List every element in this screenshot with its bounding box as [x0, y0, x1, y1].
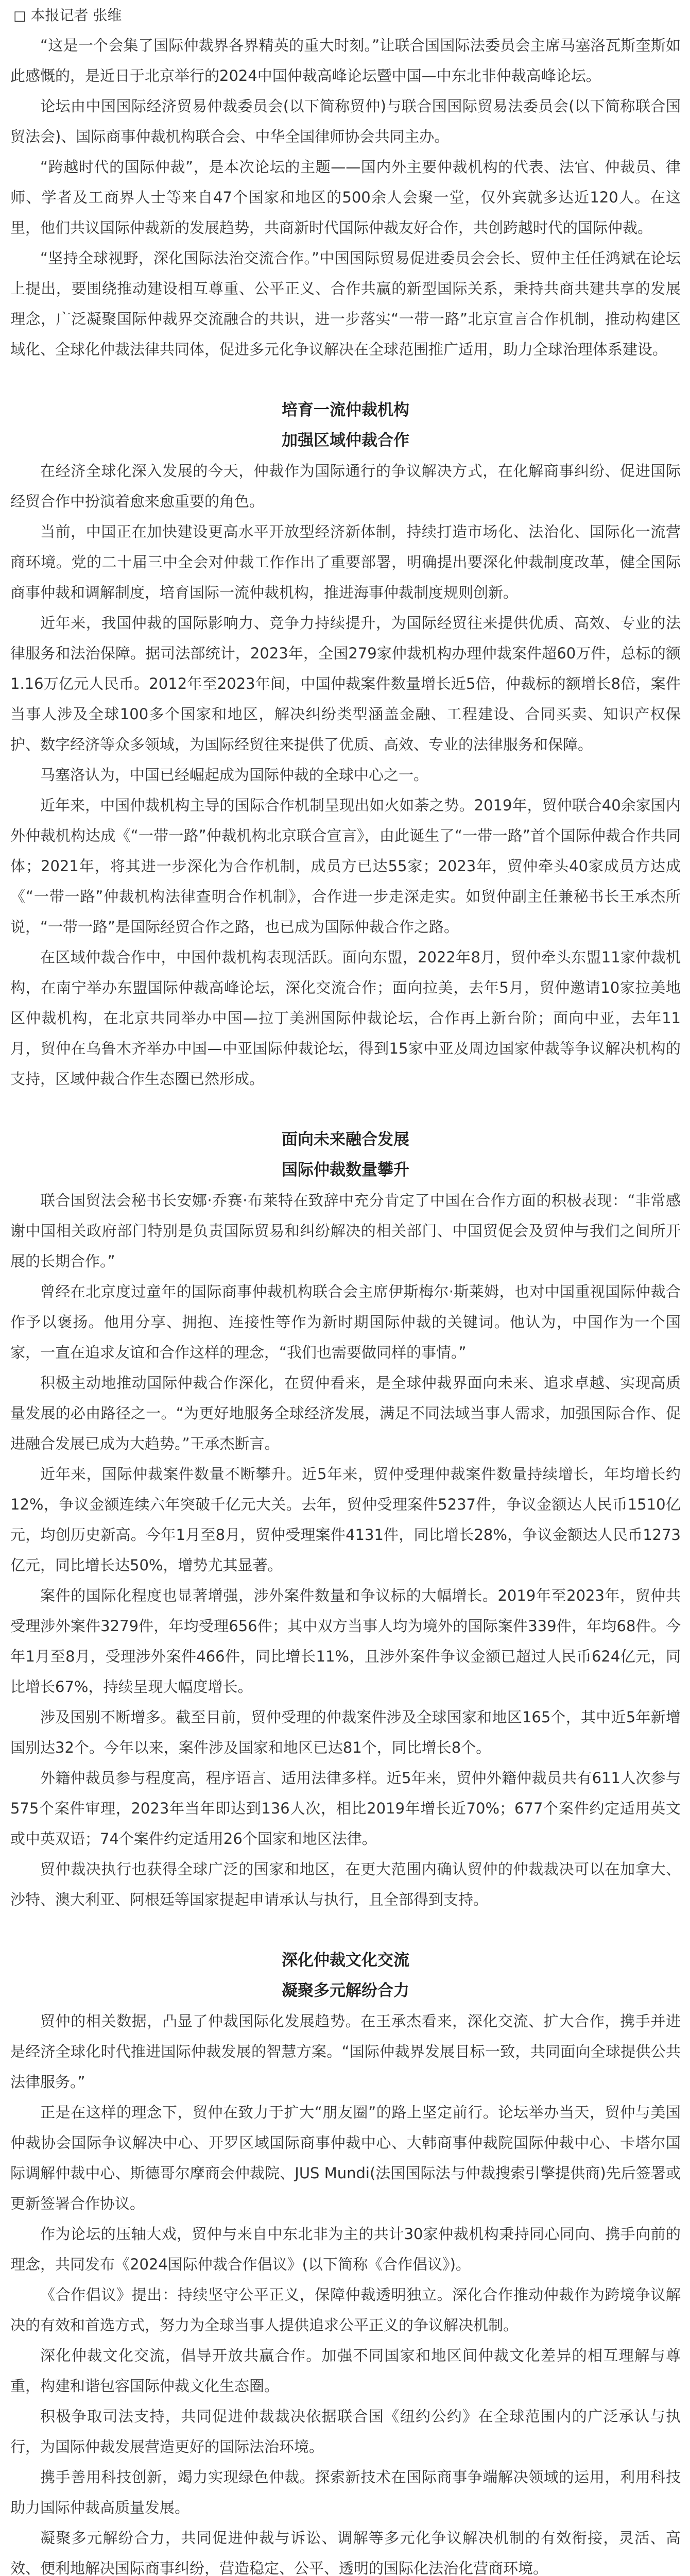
section-gap [10, 1094, 681, 1125]
paragraph: 凝聚多元解纷合力，共同促进仲裁与诉讼、调解等多元化争议解决机制的有效衔接，灵活、高效、便利地解决国际商事纠纷，营造稳定、公平、透明的国际化法治化营商环境。 [10, 2529, 681, 2576]
paragraph: 在区域仲裁合作中，中国仲裁机构表现活跃。面向东盟，2022年8月，贸仲牵头东盟11家仲裁机构，在南宁举办东盟国际仲裁高峰论坛，深化交流合作；面向拉美，去年5月，贸仲邀请10家拉美地区仲裁机构，在北京共同举办中国—拉丁美洲国际仲裁论坛，合作再上新台阶；面向中亚，去年11月，贸仲在乌鲁木齐举办中国—中亚国际仲裁论坛，得到15家中亚及周边国家仲裁等争议解决机构的支持，区域仲裁合作生态圈已然形成。 [10, 948, 681, 1088]
section-heading: 面向未来融合发展 [282, 1130, 409, 1149]
paragraph: 近年来，国际仲裁案件数量不断攀升。近5年来，贸仲受理仲裁案件数量持续增长，年均增长约12%，争议金额连续六年突破千亿元大关。去年，贸仲受理案件5237件，争议金额达人民币1510亿元，均创历史新高。今年1月至8月，贸仲受理案件4131件，同比增长28%，争议金额达人民币1273亿元，同比增长达50%，增势尤其显著。 [10, 1465, 681, 1574]
article-body [10, 30, 681, 2576]
paragraph: 在经济全球化深入发展的今天，仲裁作为国际通行的争议解决方式，在化解商事纠纷、促进国际经贸合作中扮演着愈来愈重要的角色。 [10, 462, 681, 510]
section-gap [10, 1915, 681, 1945]
paragraph: “跨越时代的国际仲裁”，是本次论坛的主题——国内外主要仲裁机构的代表、法官、仲裁员、律师、学者及工商界人士等来自47个国家和地区的500余人会聚一堂，仅外宾就多达近120人。在这里，他们共议国际仲裁新的发展趋势，共商新时代国际仲裁友好合作，共创跨越时代的国际仲裁。 [10, 158, 681, 236]
paragraph: 当前，中国正在加快建设更高水平开放型经济新体制，持续打造市场化、法治化、国际化一流营商环境。党的二十届三中全会对仲裁工作作出了重要部署，明确提出要深化仲裁制度改革，健全国际商事仲裁和调解制度，培育国际一流仲裁机构，推进海事仲裁制度规则创新。 [10, 523, 681, 601]
section-heading: 国际仲裁数量攀升 [282, 1161, 409, 1179]
byline [10, 0, 681, 30]
section-heading: 凝聚多元解纷合力 [282, 1981, 409, 2000]
paragraph: 涉及国别不断增多。截至目前，贸仲受理的仲裁案件涉及全球国家和地区165个，其中近5年新增国别达32个。今年以来，案件涉及国家和地区已达81个，同比增长8个。 [10, 1708, 681, 1756]
paragraph: 正是在这样的理念下，贸仲在致力于扩大“朋友圈”的路上坚定前行。论坛举办当天，贸仲与美国仲裁协会国际争议解决中心、开罗区域国际商事仲裁中心、大韩商事仲裁院国际仲裁中心、卡塔尔国际调解仲裁中心、斯德哥尔摩商会仲裁院、JUS Mundi(法国国际法与仲裁搜索引擎提供商)先后签署或更新签署合作协议。 [10, 2104, 681, 2212]
byline-text: 本报记者 张维 [30, 7, 122, 24]
section-heading: 培育一流仲裁机构 [282, 401, 409, 419]
paragraph: 深化仲裁文化交流，倡导开放共赢合作。加强不同国家和地区间仲裁文化差异的相互理解与尊重，构建和谐包容国际仲裁文化生态圈。 [10, 2347, 681, 2395]
paragraph: 近年来，中国仲裁机构主导的国际合作机制呈现出如火如荼之势。2019年，贸仲联合40余家国内外仲裁机构达成《“一带一路”仲裁机构北京联合宣言》，由此诞生了“一带一路”首个国际仲裁合作共同体；2021年，将其进一步深化为合作机制，成员方已达55家；2023年，贸仲牵头40家成员方达成《“一带一路”仲裁机构法律查明合作机制》，合作进一步走深走实。如贸仲副主任兼秘书长王承杰所说，“一带一路”是国际经贸合作之路，也已成为国际仲裁合作之路。 [10, 796, 681, 936]
paragraph: 案件的国际化程度也显著增强，涉外案件数量和争议标的大幅增长。2019年至2023年，贸仲共受理涉外案件3279件，年均受理656件；其中双方当事人均为境外的国际案件339件，年均68件。今年1月至8月，受理涉外案件466件，同比增长11%，且涉外案件争议金额已超过人民币624亿元，同比增长67%，持续呈现大幅度增长。 [10, 1587, 681, 1696]
paragraph: 《合作倡议》提出：持续坚守公平正义，保障仲裁透明独立。深化合作推动仲裁作为跨境争议解决的有效和首选方式，努力为全球当事人提供追求公平正义的争议解决机制。 [10, 2286, 681, 2334]
paragraph: 携手善用科技创新，竭力实现绿色仲裁。探索新技术在国际商事争端解决领域的运用，利用科技助力国际仲裁高质量发展。 [10, 2468, 681, 2516]
paragraph: 联合国贸法会秘书长安娜·乔赛·布莱特在致辞中充分肯定了中国在合作方面的积极表现：“非常感谢中国相关政府部门特别是负责国际贸易和纠纷解决的相关部门、中国贸促会及贸仲与我们之间所开展的长期合作。” [10, 1192, 681, 1270]
paragraph: 贸仲裁决执行也获得全球广泛的国家和地区，在更大范围内确认贸仲的仲裁裁决可以在加拿大、沙特、澳大利亚、阿根廷等国家提起申请承认与执行，且全部得到支持。 [10, 1860, 681, 1908]
section-gap [10, 365, 681, 395]
section-heading: 深化仲裁文化交流 [282, 1951, 409, 1970]
paragraph: 作为论坛的压轴大戏，贸仲与来自中东北非为主的共计30家仲裁机构秉持同心同向、携手向前的理念，共同发布《2024国际仲裁合作倡议》(以下简称《合作倡议》)。 [10, 2225, 681, 2273]
paragraph: 外籍仲裁员参与程度高，程序语言、适用法律多样。近5年来，贸仲外籍仲裁员共有611人次参与575个案件审理，2023年当年即达到136人次，相比2019年增长近70%；677个案件约定适用英文或中英双语；74个案件约定适用26个国家和地区法律。 [10, 1769, 681, 1848]
paragraph: 马塞洛认为，中国已经崛起成为国际仲裁的全球中心之一。 [40, 766, 429, 784]
paragraph: 贸仲的相关数据，凸显了仲裁国际化发展趋势。在王承杰看来，深化交流、扩大合作，携手并进是经济全球化时代推进国际仲裁发展的智慧方案。“国际仲裁界发展目标一致，共同面向全球提供公共法律服务。” [10, 2012, 681, 2091]
paragraph: 积极争取司法支持，共同促进仲裁裁决依据联合国《纽约公约》在全球范围内的广泛承认与执行，为国际仲裁发展营造更好的国际法治环境。 [10, 2408, 681, 2455]
paragraph: “这是一个会集了国际仲裁界各界精英的重大时刻。”让联合国国际法委员会主席马塞洛瓦斯奎斯如此感慨的，是近日于北京举行的2024中国仲裁高峰论坛暨中国—中东北非仲裁高峰论坛。 [10, 37, 681, 84]
section-heading: 加强区域仲裁合作 [282, 431, 409, 450]
paragraph: 积极主动地推动国际仲裁合作深化，在贸仲看来，是全球仲裁界面向未来、追求卓越、实现高质量发展的必由路径之一。“为更好地服务全球经济发展，满足不同法域当事人需求，加强国际合作、促进融合发展已成为大趋势。”王承杰断言。 [10, 1374, 681, 1452]
paragraph: 论坛由中国国际经济贸易仲裁委员会(以下简称贸仲)与联合国国际贸易法委员会(以下简称联合国贸法会)、国际商事仲裁机构联合会、中华全国律师协会共同主办。 [10, 97, 681, 145]
paragraph: 近年来，我国仲裁的国际影响力、竞争力持续提升，为国际经贸往来提供优质、高效、专业的法律服务和法治保障。据司法部统计，2023年，全国279家仲裁机构办理仲裁案件超60万件，总标的额1.16万亿元人民币。2012年至2023年间，中国仲裁案件数量增长近5倍，仲裁标的额增长8倍，案件当事人涉及全球100多个国家和地区，解决纠纷类型涵盖金融、工程建设、合同买卖、知识产权保护、数字经济等众多领域，为国际经贸往来提供了优质、高效、专业的法律服务和保障。 [10, 614, 681, 753]
paragraph: “坚持全球视野，深化国际法治交流合作。”中国国际贸易促进委员会会长、贸仲主任任鸿斌在论坛上提出，要围绕推动建设相互尊重、公平正义、合作共赢的新型国际关系，秉持共商共建共享的发展理念，广泛凝聚国际仲裁界交流融合的共识，进一步落实“一带一路”北京宣言合作机制，推动构建区域化、全球化仲裁法律共同体，促进多元化争议解决在全球范围推广适用，助力全球治理体系建设。 [10, 249, 681, 358]
square-marker-icon: □ [13, 8, 26, 24]
paragraph: 曾经在北京度过童年的国际商事仲裁机构联合会主席伊斯梅尔·斯莱姆，也对中国重视国际仲裁合作予以褒扬。他用分享、拥抱、连接性等作为新时期国际仲裁的关键词。他认为，中国作为一个国家，一直在追求友谊和合作这样的理念，“我们也需要做同样的事情。” [10, 1283, 681, 1361]
